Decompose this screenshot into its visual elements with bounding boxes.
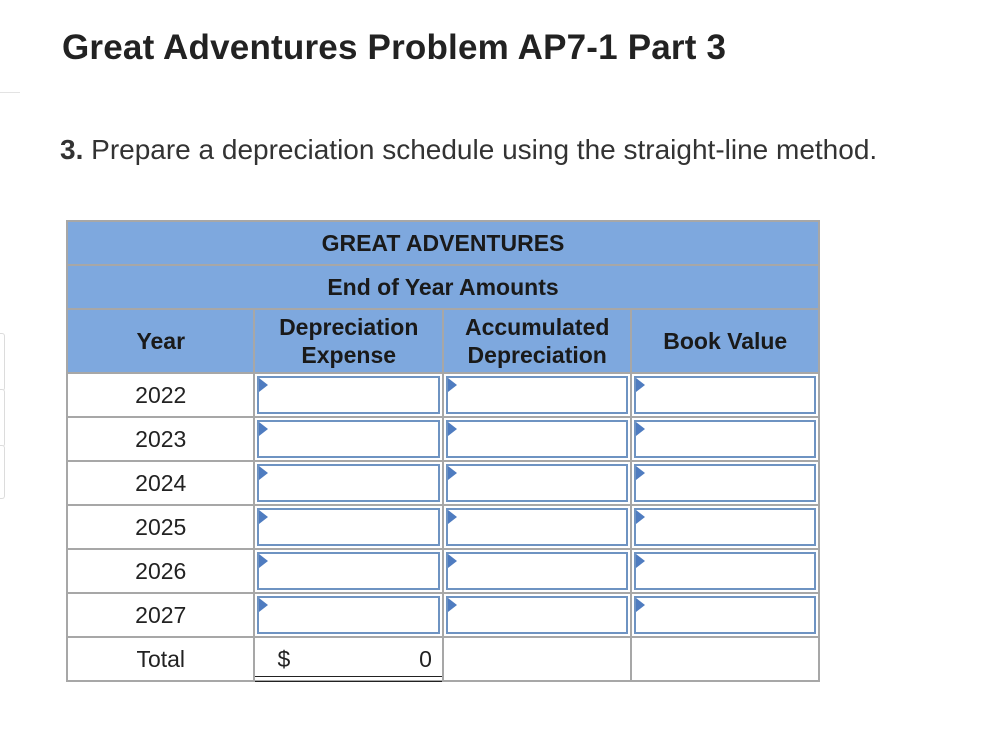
input-marker-icon (636, 378, 645, 392)
accumulated-cell (443, 505, 631, 549)
input-marker-icon (259, 466, 268, 480)
table-row (67, 549, 819, 593)
accumulated-cell (443, 549, 631, 593)
year-cell: 2026 (67, 549, 254, 593)
left-panel-tab[interactable] (0, 445, 5, 499)
input-marker-icon (259, 378, 268, 392)
expense-input[interactable] (257, 420, 439, 458)
total-book-value-cell (631, 637, 819, 681)
book-value-cell (631, 373, 819, 417)
expense-cell (254, 505, 442, 549)
input-marker-icon (636, 510, 645, 524)
book-value-input[interactable] (634, 552, 816, 590)
table-row (67, 461, 819, 505)
page-title: Great Adventures Problem AP7-1 Part 3 (62, 28, 727, 67)
question-text: Prepare a depreciation schedule using the straight-line method. (83, 134, 878, 165)
question-number: 3. (60, 134, 84, 165)
depreciation-schedule-table (66, 220, 820, 682)
input-marker-icon (448, 554, 457, 568)
input-marker-icon (259, 598, 268, 612)
left-panel-tab[interactable] (0, 389, 5, 447)
expense-cell (254, 373, 442, 417)
input-marker-icon (259, 422, 268, 436)
book-value-input[interactable] (634, 508, 816, 546)
table-row (67, 593, 819, 637)
accumulated-input[interactable] (446, 552, 628, 590)
input-marker-icon (636, 466, 645, 480)
year-cell: 2027 (67, 593, 254, 637)
input-marker-icon (636, 598, 645, 612)
accumulated-cell (443, 593, 631, 637)
total-expense-cell (254, 637, 442, 681)
book-value-cell (631, 593, 819, 637)
table-row (67, 505, 819, 549)
column-header-depreciation-expense: Depreciation Expense (254, 309, 442, 373)
column-header-book-value: Book Value (631, 309, 819, 373)
accumulated-input[interactable] (446, 376, 628, 414)
book-value-cell (631, 417, 819, 461)
column-header-accumulated-depreciation: Accumulated Depreciation (443, 309, 631, 373)
book-value-input[interactable] (634, 376, 816, 414)
book-value-cell (631, 549, 819, 593)
total-expense-value: 0 (419, 646, 432, 672)
year-cell: 2022 (67, 373, 254, 417)
book-value-input[interactable] (634, 464, 816, 502)
input-marker-icon (259, 510, 268, 524)
year-cell: 2024 (67, 461, 254, 505)
left-panel-tab[interactable] (0, 333, 5, 391)
input-marker-icon (636, 554, 645, 568)
table-row (67, 417, 819, 461)
table-row (67, 373, 819, 417)
expense-cell (254, 417, 442, 461)
accumulated-input[interactable] (446, 596, 628, 634)
schedule-subtitle-header: End of Year Amounts (67, 265, 819, 309)
accumulated-input[interactable] (446, 508, 628, 546)
total-row (67, 637, 819, 681)
expense-cell (254, 593, 442, 637)
expense-input[interactable] (257, 552, 439, 590)
book-value-input[interactable] (634, 420, 816, 458)
double-underline (255, 676, 441, 682)
expense-cell (254, 461, 442, 505)
column-header-year: Year (67, 309, 254, 373)
accumulated-cell (443, 461, 631, 505)
company-name-header: GREAT ADVENTURES (67, 221, 819, 265)
year-cell: 2025 (67, 505, 254, 549)
input-marker-icon (448, 378, 457, 392)
expense-cell (254, 549, 442, 593)
input-marker-icon (259, 554, 268, 568)
accumulated-cell (443, 417, 631, 461)
input-marker-icon (448, 422, 457, 436)
expense-input[interactable] (257, 376, 439, 414)
header-divider (0, 92, 20, 93)
currency-symbol: $ (277, 646, 291, 672)
input-marker-icon (636, 422, 645, 436)
expense-input[interactable] (257, 508, 439, 546)
input-marker-icon (448, 598, 457, 612)
accumulated-input[interactable] (446, 464, 628, 502)
book-value-cell (631, 505, 819, 549)
total-accumulated-cell (443, 637, 631, 681)
total-label: Total (67, 637, 254, 681)
book-value-cell (631, 461, 819, 505)
expense-input[interactable] (257, 464, 439, 502)
input-marker-icon (448, 510, 457, 524)
expense-input[interactable] (257, 596, 439, 634)
accumulated-input[interactable] (446, 420, 628, 458)
year-cell: 2023 (67, 417, 254, 461)
question-prompt (60, 134, 877, 166)
input-marker-icon (448, 466, 457, 480)
book-value-input[interactable] (634, 596, 816, 634)
accumulated-cell (443, 373, 631, 417)
